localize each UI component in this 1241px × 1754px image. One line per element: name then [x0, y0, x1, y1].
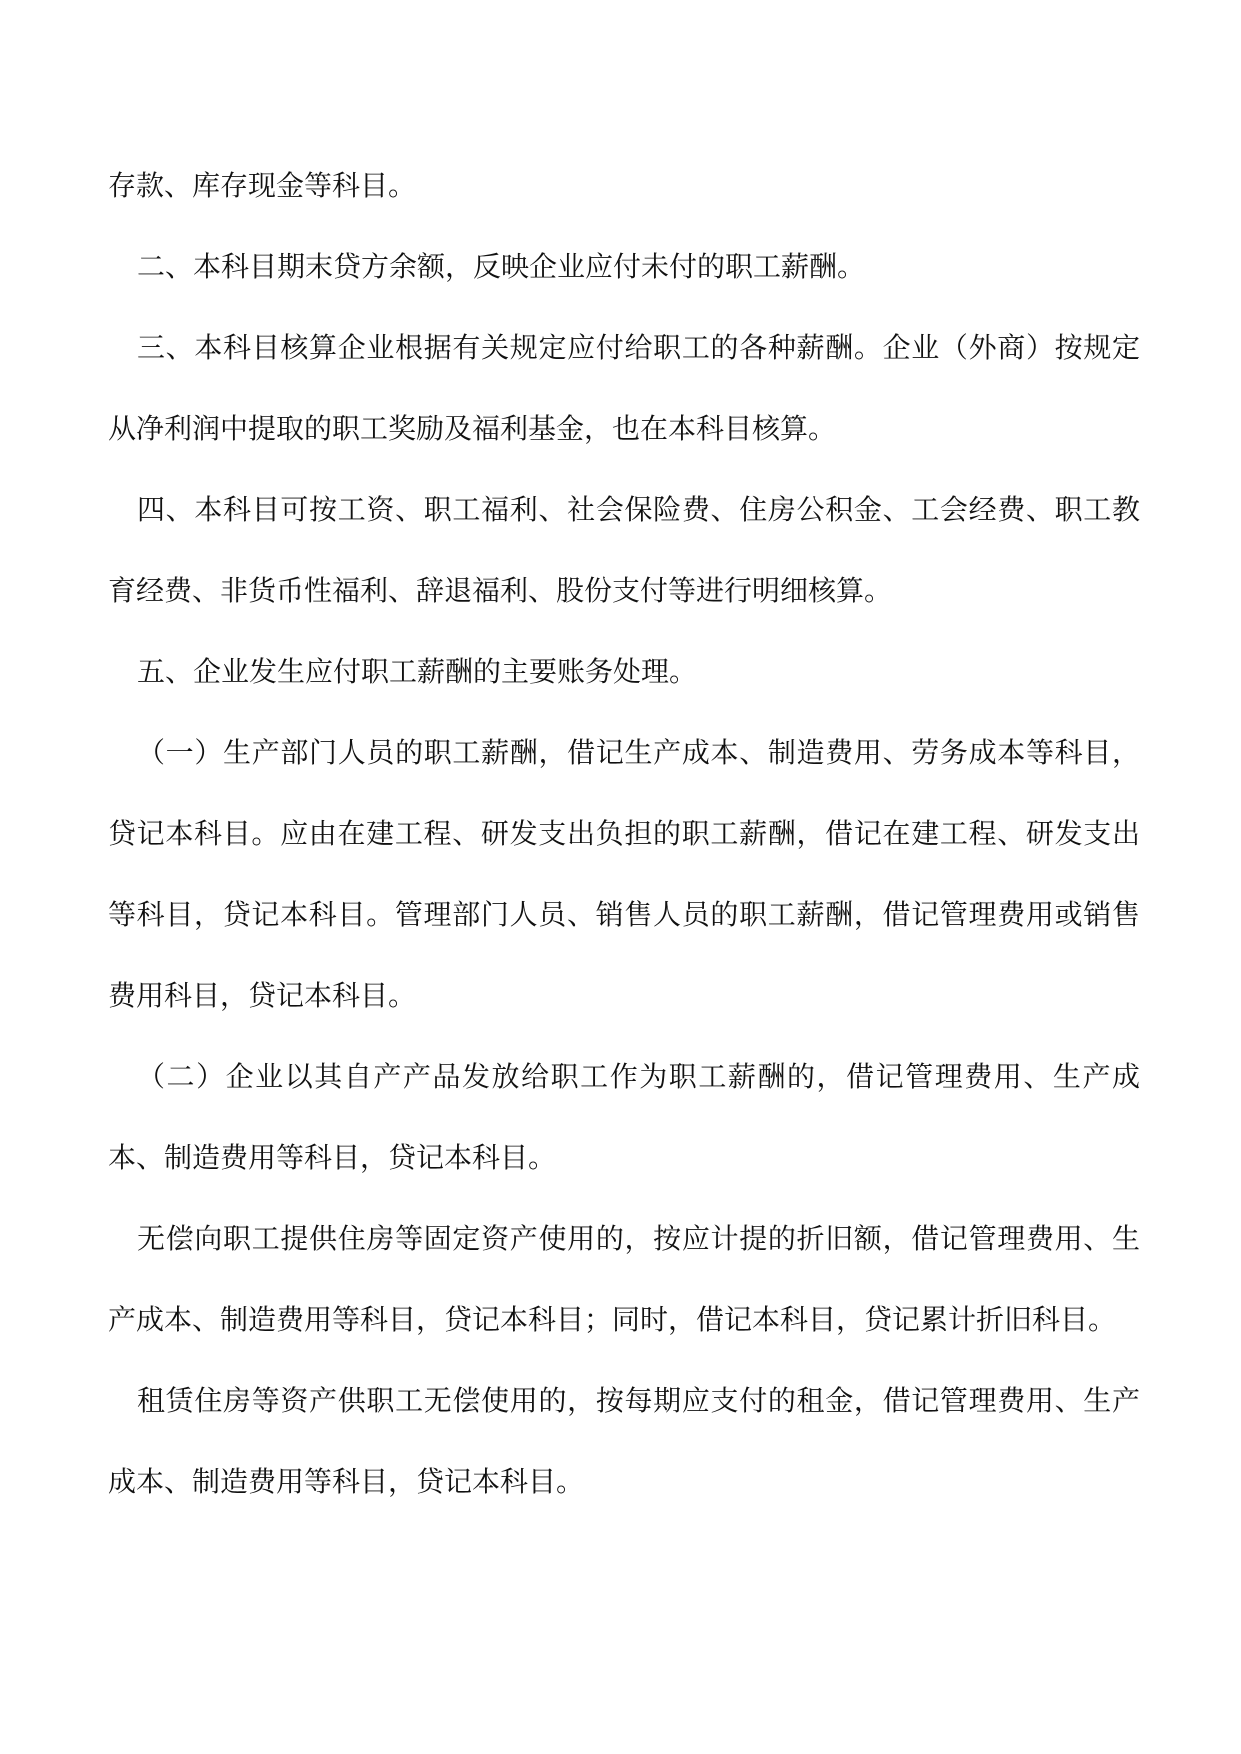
paragraph-section-3: 三、本科目核算企业根据有关规定应付给职工的各种薪酬。企业（外商）按规定从净利润中提取的职工奖励及福利基金，也在本科目核算。: [108, 331, 1140, 445]
paragraph-section-2: 二、本科目期末贷方余额，反映企业应付未付的职工薪酬。: [137, 250, 866, 283]
paragraph-housing-rent: 租赁住房等资产供职工无偿使用的，按每期应支付的租金，借记管理费用、生产成本、制造费用等科目，贷记本科目。: [108, 1384, 1140, 1498]
paragraph-housing-depreciation: 无偿向职工提供住房等固定资产使用的，按应计提的折旧额，借记管理费用、生产成本、制造费用等科目，贷记本科目；同时，借记本科目，贷记累计折旧科目。: [108, 1222, 1140, 1336]
paragraph-item-1: （一）生产部门人员的职工薪酬，借记生产成本、制造费用、劳务成本等科目，贷记本科目。应由在建工程、研发支出负担的职工薪酬，借记在建工程、研发支出等科目，贷记本科目。管理部门人员、销售人员的职工薪酬，借记管理费用或销售费用科目，贷记本科目。: [108, 736, 1140, 1012]
paragraph-continuation: 存款、库存现金等科目。: [108, 169, 417, 202]
paragraph-item-2: （二）企业以其自产产品发放给职工作为职工薪酬的，借记管理费用、生产成本、制造费用等科目，贷记本科目。: [108, 1060, 1140, 1174]
document-body: [108, 145, 1140, 1522]
paragraph-section-4: 四、本科目可按工资、职工福利、社会保险费、住房公积金、工会经费、职工教育经费、非货币性福利、辞退福利、股份支付等进行明细核算。: [108, 493, 1140, 607]
paragraph-section-5: 五、企业发生应付职工薪酬的主要账务处理。: [137, 655, 698, 688]
